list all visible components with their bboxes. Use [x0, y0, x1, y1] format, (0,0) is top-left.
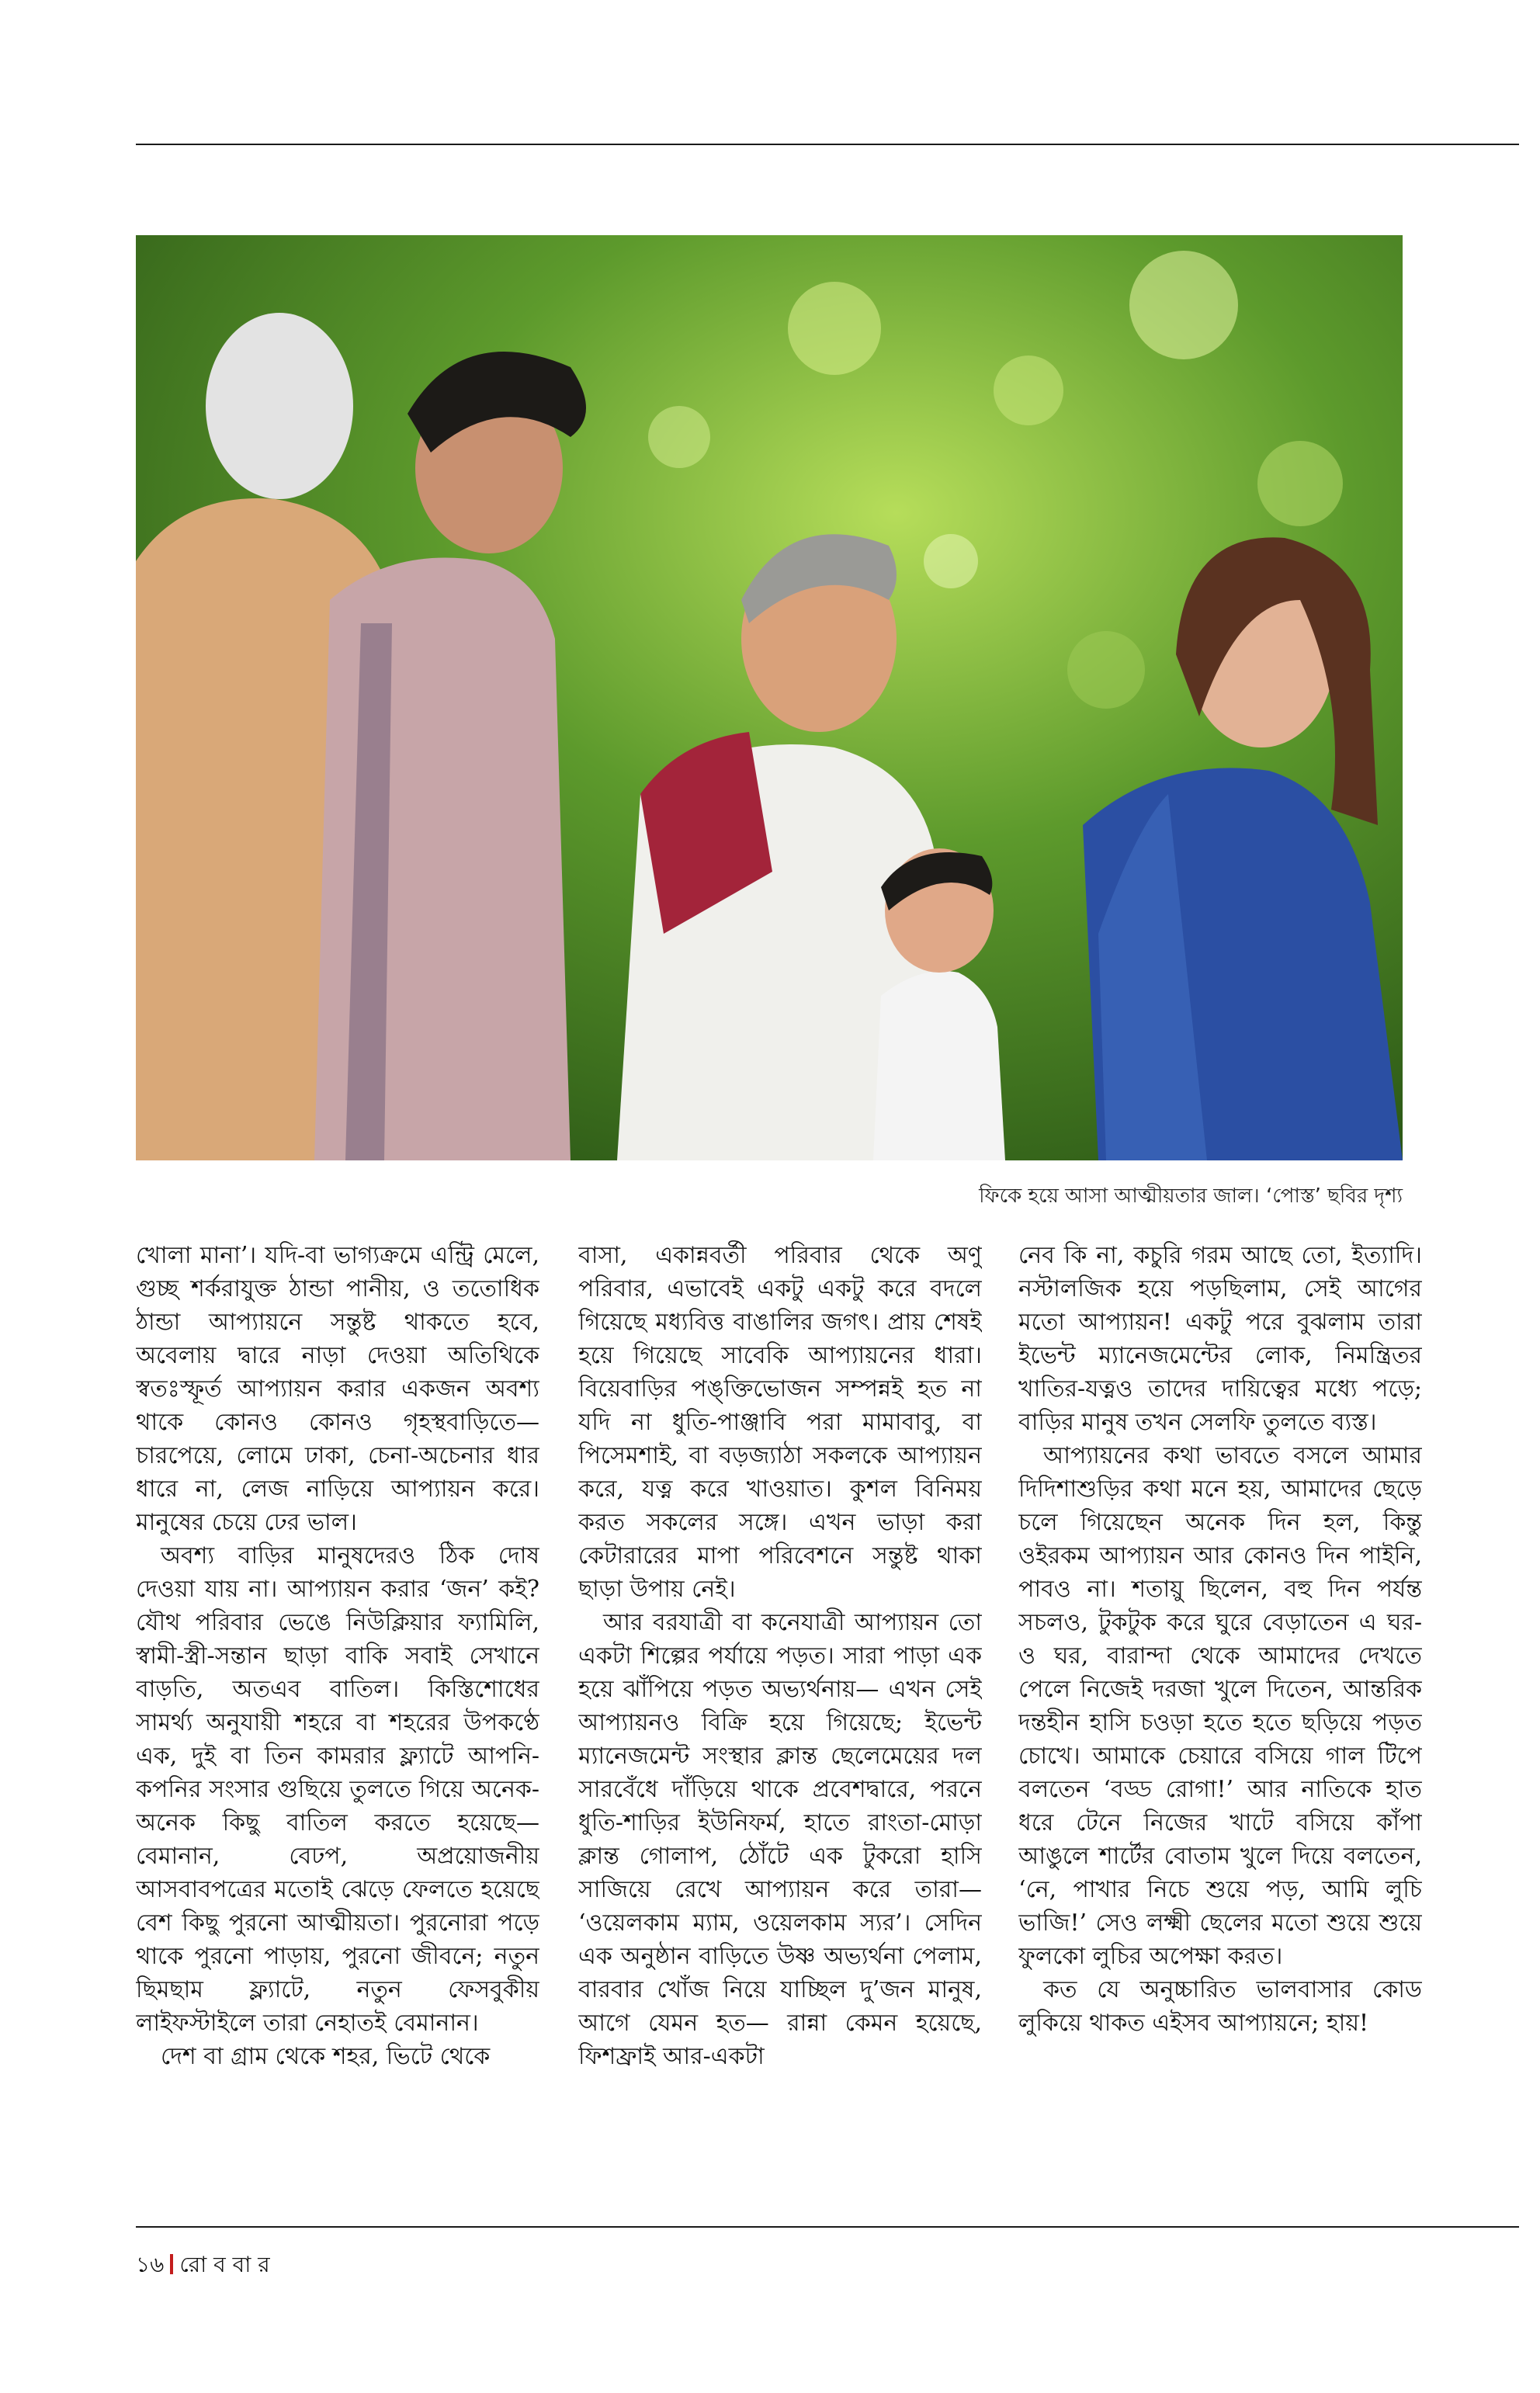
paragraph: অবশ্য বাড়ির মানুষদেরও ঠিক দোষ দেওয়া যায় না। আপ্যায়ন করার ‘জন’ কই? যৌথ পরিবার ভেঙে নিউক্লিয়ার ফ্যামিলি, স্বামী-স্ত্রী-সন্তান ছাড়া বাকি সবাই সেখানে বাড়তি, অতএব বাতিল। কিস্তিশোধের সামর্থ্য অনুযায়ী শহরে বা শহরের উপকণ্ঠে এক, দুই বা তিন কামরার ফ্ল্যাটে আপনি-কপনির সংসার গুছিয়ে তুলতে গিয়ে অনেক-অনেক কিছু বাতিল করতে হয়েছে— বেমানান, বেঢপ, অপ্রয়োজনীয় আসবাবপত্রের মতোই ঝেড়ে ফেলতে হয়েছে বেশ কিছু পুরনো আত্মীয়তা। পুরনোরা পড়ে থাকে পুরনো পাড়ায়, পুরনো জীবনে; নতুন ছিমছাম ফ্ল্যাটে, নতুন ফেসবুকীয় লাইফস্টাইলে তারা নেহাতই বেমানান।: [136, 1542, 539, 2037]
bottom-rule: [136, 2226, 1519, 2228]
film-still-image: [136, 235, 1403, 1160]
article-photo: [136, 235, 1403, 1160]
footer-divider: [170, 2254, 173, 2274]
paragraph: কত যে অনুচ্চারিত ভালবাসার কোড লুকিয়ে থাকত এইসব আপ্যায়নে; হায়!: [1018, 1976, 1422, 2037]
page-number: ১৬: [136, 2252, 165, 2277]
paragraph: দেশ বা গ্রাম থেকে শহর, ভিটে থেকে: [161, 2043, 491, 2070]
paragraph: খোলা মানা’। যদি-বা ভাগ্যক্রমে এন্ট্রি মেলে, গুচ্ছ শর্করাযুক্ত ঠান্ডা পানীয়, ও ততোধিক ঠান্ডা আপ্যায়নে সন্তুষ্ট থাকতে হবে, অবেলায় দ্বারে নাড়া দেওয়া অতিথিকে স্বতঃস্ফূর্ত আপ্যায়ন করার একজন অবশ্য থাকে কোনও কোনও গৃহস্থবাড়িতে— চারপেয়ে, লোমে ঢাকা, চেনা-অচেনার ধার ধারে না, লেজ নাড়িয়ে আপ্যায়ন করে। মানুষের চেয়ে ঢের ভাল।: [136, 1242, 539, 1536]
text-column-1: [136, 1239, 539, 2209]
paragraph: আপ্যায়নের কথা ভাবতে বসলে আমার দিদিশাশুড়ির কথা মনে হয়, আমাদের ছেড়ে চলে গিয়েছেন অনেক দিন হল, কিন্তু ওইরকম আপ্যায়ন আর কোনও দিন পাইনি, পাবও না। শতায়ু ছিলেন, বহু দিন পর্যন্ত সচলও, টুকটুক করে ঘুরে বেড়াতেন এ ঘর-ও ঘর, বারান্দা থেকে আমাদের দেখতে পেলে নিজেই দরজা খুলে দিতেন, আন্তরিক দন্তহীন হাসি চওড়া হতে হতে ছড়িয়ে পড়ত চোখে। আমাকে চেয়ারে বসিয়ে গাল টিপে বলতেন ‘বড্ড রোগা!’ আর নাতিকে হাত ধরে টেনে নিজের খাটে বসিয়ে কাঁপা আঙুলে শার্টের বোতাম খুলে দিয়ে বলতেন, ‘নে, পাখার নিচে শুয়ে পড়, আমি লুচি ভাজি!’ সেও লক্ষ্মী ছেলের মতো শুয়ে শুয়ে ফুলকো লুচির অপেক্ষা করত।: [1018, 1442, 1422, 1970]
text-column-3: [1018, 1239, 1422, 2209]
magazine-name: রো ব বা র: [179, 2252, 270, 2277]
photo-caption: ফিকে হয়ে আসা আত্মীয়তার জাল। ‘পোস্ত’ ছবির দৃশ্য: [979, 1184, 1403, 1208]
paragraph: আর বরযাত্রী বা কনেযাত্রী আপ্যায়ন তো একটা শিল্পের পর্যায়ে পড়ত। সারা পাড়া এক হয়ে ঝাঁপিয়ে পড়ত অভ্যর্থনায়— এখন সেই আপ্যায়নও বিক্রি হয়ে গিয়েছে; ইভেন্ট ম্যানেজমেন্ট সংস্থার ক্লান্ত ছেলেমেয়ের দল সারবেঁধে দাঁড়িয়ে থাকে প্রবেশদ্বারে, পরনে ধুতি-শাড়ির ইউনিফর্ম, হাতে রাংতা-মোড়া ক্লান্ত গোলাপ, ঠোঁটে এক টুকরো হাসি সাজিয়ে রেখে আপ্যায়ন করে তারা— ‘ওয়েলকাম ম্যাম, ওয়েলকাম স্যর’। সেদিন এক অনুষ্ঠান বাড়িতে উষ্ণ অভ্যর্থনা পেলাম, বারবার খোঁজ নিয়ে যাচ্ছিল দু’জন মানুষ, আগে যেমন হত— রান্না কেমন হয়েছে, ফিশফ্রাই আর-একটা: [578, 1609, 982, 2070]
paragraph: বাসা, একান্নবর্তী পরিবার থেকে অণু পরিবার, এভাবেই একটু একটু করে বদলে গিয়েছে মধ্যবিত্ত বাঙালির জগৎ। প্রায় শেষই হয়ে গিয়েছে সাবেকি আপ্যায়নের ধারা। বিয়েবাড়ির পঙ্‌ক্তিভোজন সম্পন্নই হত না যদি না ধুতি-পাঞ্জাবি পরা মামাবাবু, বা পিসেমশাই, বা বড়জ্যাঠা সকলকে আপ্যায়ন করে, যত্ন করে খাওয়াত। কুশল বিনিময় করত সকলের সঙ্গে। এখন ভাড়া করা কেটারারের মাপা পরিবেশনে সন্তুষ্ট থাকা ছাড়া উপায় নেই।: [578, 1242, 982, 1603]
page-footer: [136, 2248, 270, 2284]
text-column-2: [578, 1239, 982, 2209]
paragraph: নেব কি না, কচুরি গরম আছে তো, ইত্যাদি। নস্টালজিক হয়ে পড়ছিলাম, সেই আগের মতো আপ্যায়ন! একটু পরে বুঝলাম তারা ইভেন্ট ম্যানেজমেন্টের লোক, নিমন্ত্রিতর খাতির-যত্নও তাদের দায়িত্বের মধ্যে পড়ে; বাড়ির মানুষ তখন সেলফি তুলতে ব্যস্ত।: [1018, 1242, 1422, 1436]
top-rule: [136, 144, 1519, 145]
